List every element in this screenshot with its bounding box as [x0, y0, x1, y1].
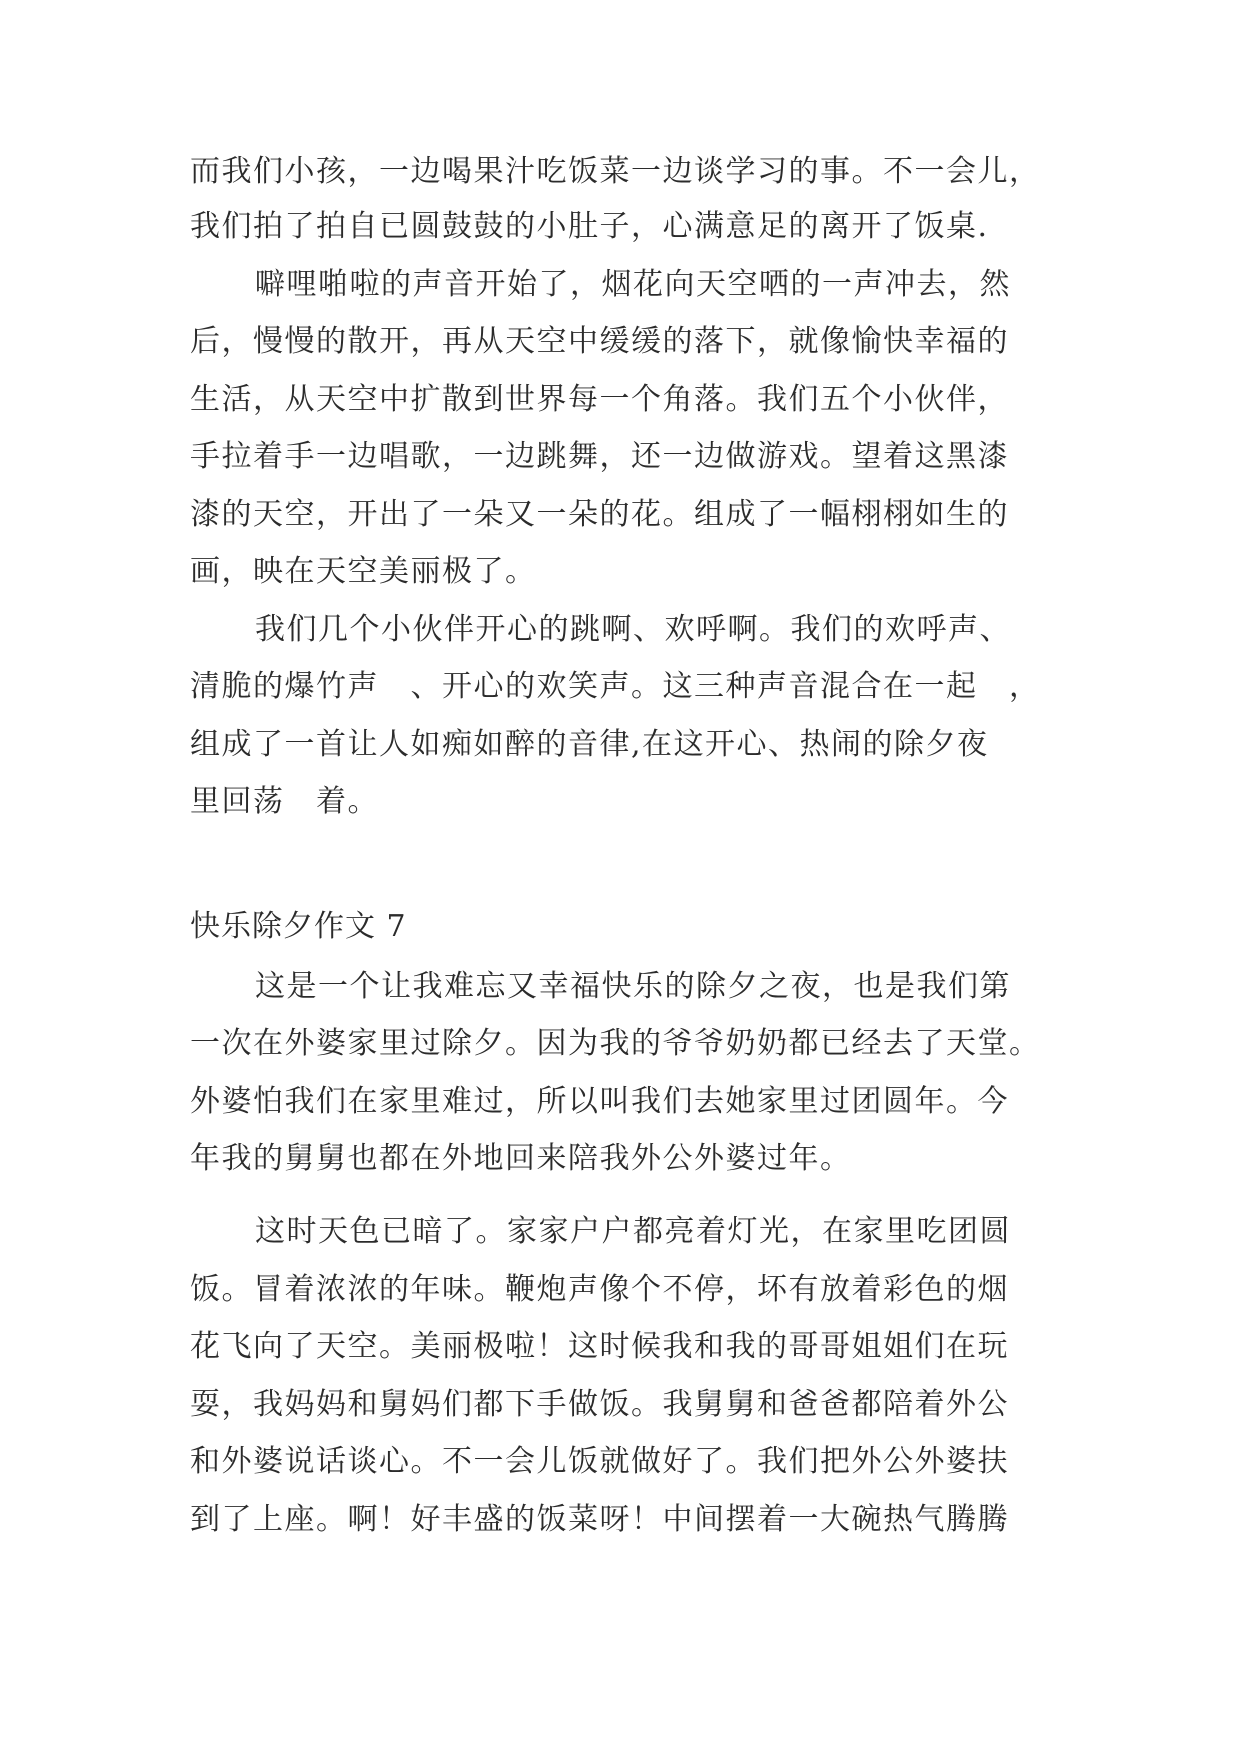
text-line: 手拉着手一边唱歌，一边跳舞，还一边做游戏。望着这黑漆 — [190, 439, 1009, 474]
text-line: 到了上座。啊！好丰盛的饭菜呀！中间摆着一大碗热气腾腾 — [190, 1502, 1009, 1537]
text-line: 清脆的爆竹声 、开心的欢笑声。这三种声音混合在一起 ， — [190, 669, 1041, 704]
text-line: 漆的天空，开出了一朵又一朵的花。组成了一幅栩栩如生的 — [190, 497, 1009, 532]
section-heading: 快乐除夕作文 7 — [190, 909, 407, 944]
text-line: 画，映在天空美丽极了。 — [190, 554, 537, 589]
text-line: 一次在外婆家里过除夕。因为我的爷爷奶奶都已经去了天堂。 — [190, 1026, 1041, 1061]
text-line: 年我的舅舅也都在外地回来陪我外公外婆过年。 — [190, 1141, 852, 1176]
text-line: 我们拍了拍自已圆鼓鼓的小肚子，心满意足的离开了饭桌. — [190, 209, 989, 244]
text-line: 我们几个小伙伴开心的跳啊、欢呼啊。我们的欢呼声、 — [255, 612, 1011, 647]
text-line: 花飞向了天空。美丽极啦！这时候我和我的哥哥姐姐们在玩 — [190, 1329, 1009, 1364]
text-line: 和外婆说话谈心。不一会儿饭就做好了。我们把外公外婆扶 — [190, 1444, 1009, 1479]
text-line: 后，慢慢的散开，再从天空中缓缓的落下，就像愉快幸福的 — [190, 324, 1009, 359]
text-line: 而我们小孩，一边喝果汁吃饭菜一边谈学习的事。不一会儿， — [190, 154, 1041, 189]
text-line: 饭。冒着浓浓的年味。鞭炮声像个不停，坏有放着彩色的烟 — [190, 1272, 1009, 1307]
text-line: 里回荡 着。 — [190, 784, 379, 819]
text-line: 组成了一首让人如痴如醉的音律,在这开心、热闹的除夕夜 — [190, 727, 989, 762]
text-line: 生活，从天空中扩散到世界每一个角落。我们五个小伙伴， — [190, 382, 1009, 417]
text-line: 这时天色已暗了。家家户户都亮着灯光，在家里吃团圆 — [255, 1214, 1011, 1249]
text-line: 外婆怕我们在家里难过，所以叫我们去她家里过团圆年。今 — [190, 1084, 1009, 1119]
text-line: 这是一个让我难忘又幸福快乐的除夕之夜，也是我们第 — [255, 969, 1011, 1004]
text-line: 噼哩啪啦的声音开始了，烟花向天空哂的一声冲去，然 — [255, 267, 1011, 302]
text-line: 耍，我妈妈和舅妈们都下手做饭。我舅舅和爸爸都陪着外公 — [190, 1387, 1009, 1422]
